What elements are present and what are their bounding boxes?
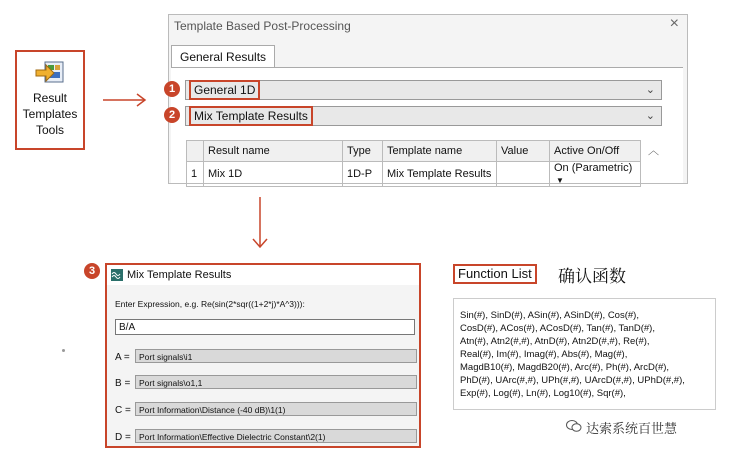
var-d-field[interactable]: Port Information\Effective Dielectric Constant\2(1): [135, 429, 417, 443]
value-cell: [497, 162, 550, 187]
column-header[interactable]: Type: [343, 141, 383, 162]
table-header-row: [187, 141, 641, 162]
dialog-title: Template Based Post-Processing: [174, 19, 351, 33]
function-line: PhD(#), UArc(#,#), UPh(#,#), UArcD(#,#), UPhD(#,#),: [460, 375, 685, 386]
wave-icon: [111, 269, 123, 281]
function-line: CosD(#), ACos(#), ACosD(#), Tan(#), TanD(#),: [460, 323, 655, 334]
var-c-field[interactable]: Port Information\Distance (-40 dB)\1(1): [135, 402, 417, 416]
wechat-icon: [566, 419, 582, 433]
template-name-cell: Mix Template Results: [383, 162, 497, 187]
function-list-title: Function List: [453, 264, 537, 284]
var-b-field[interactable]: Port signals\o1,1: [135, 375, 417, 389]
expression-prompt: Enter Expression, e.g. Re(sin(2*sqr((1+2*j)*A^3))):: [115, 299, 305, 309]
mix-dialog-header: [107, 265, 419, 285]
template-value: Mix Template Results: [189, 106, 313, 126]
column-header[interactable]: Result name: [204, 141, 343, 162]
var-c-label: C =: [115, 405, 131, 416]
active-value: On (Parametric): [554, 162, 633, 174]
row-num-header: [187, 141, 204, 162]
chevron-down-icon: ▼: [556, 176, 564, 185]
row-number: 1: [187, 162, 204, 187]
active-select[interactable]: [550, 162, 641, 187]
var-a-field[interactable]: Port signals\i1: [135, 349, 417, 363]
function-line: Sin(#), SinD(#), ASin(#), ASinD(#), Cos(#),: [460, 310, 639, 321]
result-templates-icon: [35, 60, 65, 86]
mix-template-dialog: [105, 263, 421, 448]
step-badge-1: 1: [164, 81, 180, 97]
step-badge-2: 2: [164, 107, 180, 123]
result-name-cell[interactable]: Mix 1D: [204, 162, 343, 187]
function-list-box: [453, 298, 716, 410]
var-b-label: B =: [115, 378, 131, 389]
chevron-down-icon: ⌄: [645, 84, 655, 96]
type-cell: 1D-P: [343, 162, 383, 187]
template-select[interactable]: [185, 106, 662, 126]
column-header[interactable]: Active On/Off: [550, 141, 641, 162]
chevron-down-icon: ⌄: [645, 110, 655, 122]
result-type-value: General 1D: [189, 80, 260, 100]
scroll-up-icon[interactable]: ︿: [648, 145, 659, 157]
watermark-text: 达索系统百世慧: [586, 421, 678, 436]
tool-label-1: Result: [32, 91, 67, 105]
table-row[interactable]: [187, 162, 641, 187]
tool-label-2: Templates: [22, 107, 78, 121]
result-templates-tools-button[interactable]: [15, 50, 85, 150]
function-line: Exp(#), Log(#), Ln(#), Log10(#), Sqr(#),: [460, 388, 626, 399]
var-d-label: D =: [115, 432, 131, 443]
right-arrow-icon: [103, 93, 147, 107]
mix-dialog-title: Mix Template Results: [127, 269, 232, 281]
expression-input[interactable]: B/A: [115, 319, 415, 335]
function-line: Real(#), Im(#), Imag(#), Abs(#), Mag(#),: [460, 349, 628, 360]
close-icon[interactable]: ×: [669, 15, 679, 32]
results-table: [186, 140, 641, 187]
function-line: MagdB10(#), MagdB20(#), Arc(#), Ph(#), ArcD(#),: [460, 362, 670, 373]
down-arrow-icon: [252, 197, 268, 249]
column-header[interactable]: Value: [497, 141, 550, 162]
tool-label-3: Tools: [35, 123, 64, 137]
var-a-label: A =: [115, 352, 130, 363]
result-type-select[interactable]: [185, 80, 662, 100]
step-badge-3: 3: [84, 263, 100, 279]
tab-general-results[interactable]: General Results: [171, 45, 275, 68]
function-line: Atn(#), Atn2(#,#), AtnD(#), Atn2D(#,#), Re(#),: [460, 336, 650, 347]
function-list-caption: 确认函数: [558, 267, 626, 286]
decorative-dot: [62, 349, 65, 352]
column-header[interactable]: Template name: [383, 141, 497, 162]
